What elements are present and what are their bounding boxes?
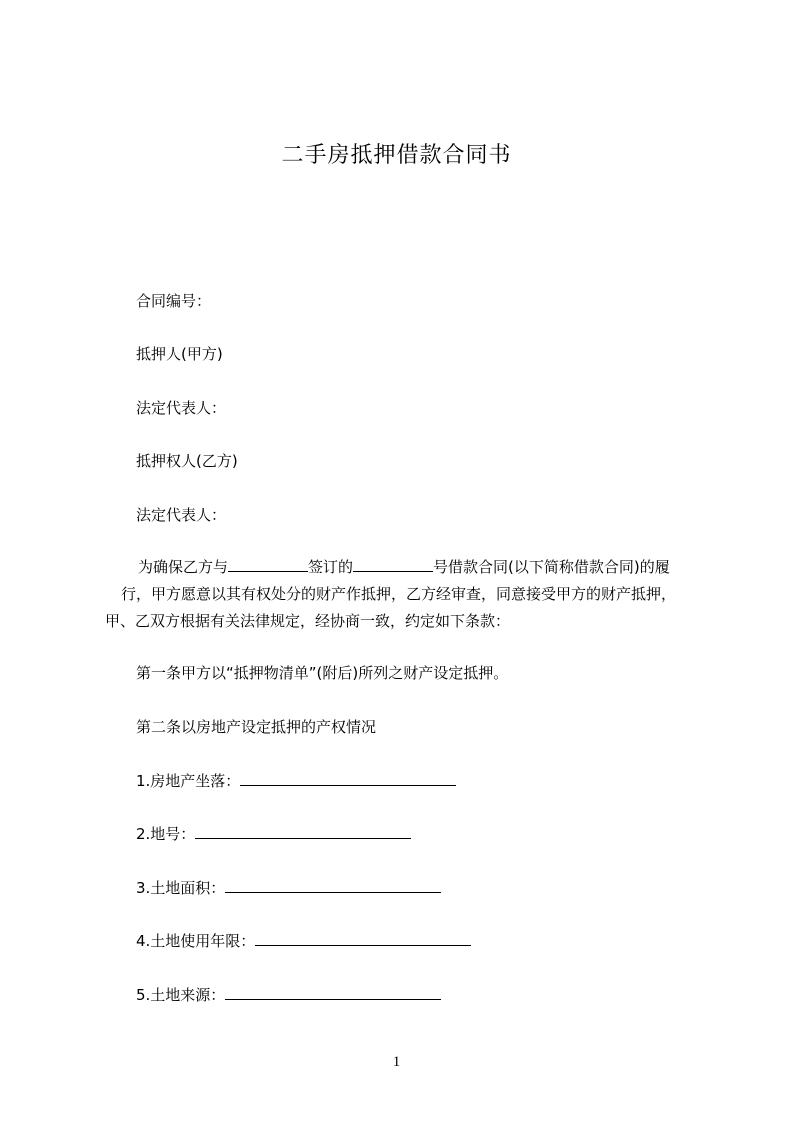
legal-representative-b-label: 法定代表人： — [136, 506, 227, 524]
blank-line — [228, 555, 308, 572]
blank-line — [240, 769, 456, 786]
item-land-area-label: 3.土地面积： — [136, 879, 226, 897]
item-land-term-label: 4.土地使用年限： — [136, 932, 256, 950]
blank-line — [195, 822, 411, 839]
mortgagee-label: 抵押权人(乙方) — [136, 452, 238, 470]
blank-line — [225, 983, 441, 1000]
item-lot-number-label: 2.地号： — [136, 825, 196, 843]
item-lot-number — [136, 822, 411, 846]
item-land-source-label: 5.土地来源： — [136, 986, 226, 1004]
preamble-line-3: 甲、乙双方根据有关法律规定，经协商一致，约定如下条款： — [105, 612, 511, 630]
blank-line — [255, 929, 471, 946]
item-location-label: 1.房地产坐落： — [136, 772, 241, 790]
blank-line — [225, 876, 441, 893]
preamble-line-2: 行，甲方愿意以其有权处分的财产作抵押，乙方经审查，同意接受甲方的财产抵押， — [121, 585, 677, 603]
document-title: 二手房抵押借款合同书 — [281, 143, 512, 168]
legal-representative-a-label: 法定代表人： — [136, 399, 227, 417]
contract-number-label: 合同编号： — [136, 292, 212, 310]
article-2: 第二条以房地产设定抵押的产权情况 — [136, 718, 377, 736]
preamble-text-2: 签订的 — [308, 558, 354, 576]
preamble-text-3: 号借款合同(以下简称借款合同)的履 — [433, 558, 670, 576]
preamble-line-1 — [138, 555, 670, 579]
item-land-source — [136, 983, 441, 1007]
preamble-text-1: 为确保乙方与 — [138, 558, 229, 576]
page-number: 1 — [392, 1054, 401, 1070]
blank-line — [353, 555, 433, 572]
article-1: 第一条甲方以“抵押物清单”(附后)所列之财产设定抵押。 — [136, 664, 509, 682]
item-land-term — [136, 929, 471, 953]
mortgagor-label: 抵押人(甲方) — [136, 345, 223, 363]
item-land-area — [136, 876, 441, 900]
item-location — [136, 769, 456, 793]
